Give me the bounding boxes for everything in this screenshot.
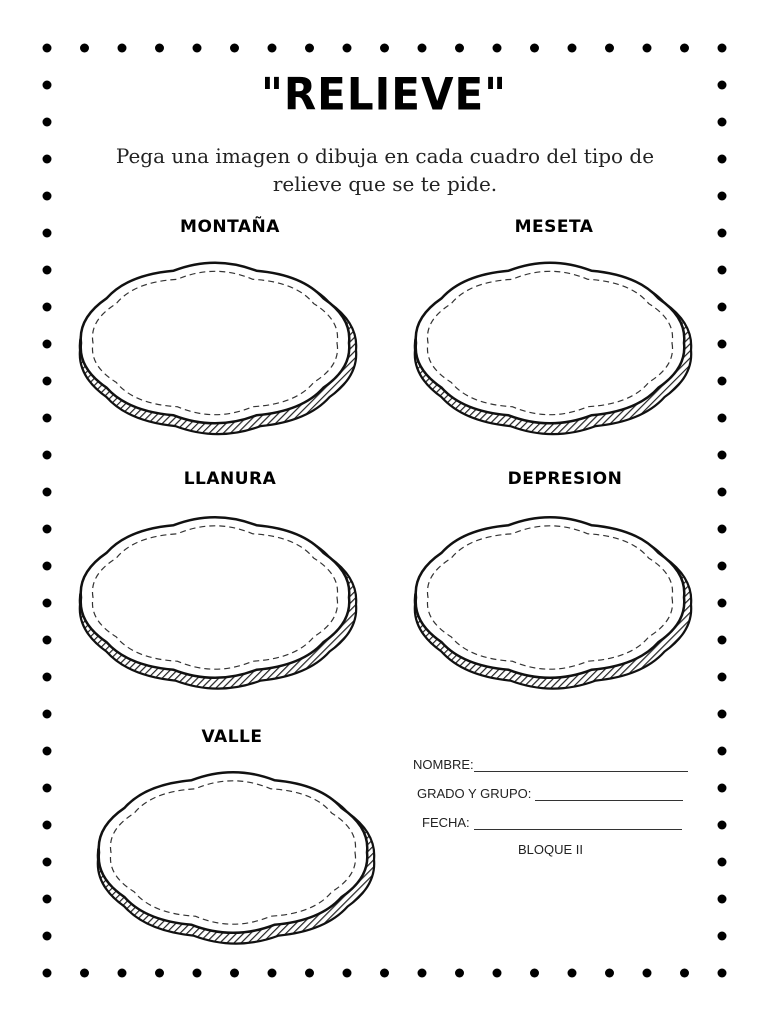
border-dot: [530, 969, 539, 978]
border-dot: [718, 784, 727, 793]
border-dot: [643, 969, 652, 978]
border-dot: [43, 155, 52, 164]
border-dot: [718, 44, 727, 53]
border-dot: [718, 932, 727, 941]
border-dot: [380, 44, 389, 53]
border-dot: [43, 895, 52, 904]
border-dot: [305, 44, 314, 53]
border-dot: [718, 858, 727, 867]
border-dot: [305, 969, 314, 978]
label-montana: MONTAÑA: [180, 217, 280, 237]
border-dot: [230, 44, 239, 53]
border-dot: [43, 932, 52, 941]
fecha-label: FECHA:: [422, 815, 470, 830]
border-dot: [718, 192, 727, 201]
border-dot: [43, 229, 52, 238]
border-dot: [43, 858, 52, 867]
border-dot: [343, 969, 352, 978]
border-dot: [118, 44, 127, 53]
border-dot: [718, 710, 727, 719]
border-dot: [268, 44, 277, 53]
label-llanura: LLANURA: [183, 469, 277, 489]
border-dot: [718, 821, 727, 830]
grado-line[interactable]: [535, 788, 683, 801]
cloud-box-montana[interactable]: [50, 238, 385, 453]
border-dot: [455, 969, 464, 978]
border-dot: [43, 821, 52, 830]
border-dot: [568, 44, 577, 53]
border-dot: [530, 44, 539, 53]
instructions-line-2: relieve que se te pide.: [272, 172, 498, 196]
border-dot: [418, 44, 427, 53]
border-dot: [193, 969, 202, 978]
instructions: [90, 142, 680, 198]
border-dot: [418, 969, 427, 978]
border-dot: [718, 747, 727, 756]
border-dot: [43, 969, 52, 978]
border-dot: [568, 969, 577, 978]
nombre-line[interactable]: [474, 759, 688, 772]
border-dot: [718, 155, 727, 164]
border-dot: [43, 44, 52, 53]
bloque-text: BLOQUE II: [518, 842, 584, 857]
border-dot: [80, 44, 89, 53]
border-dot: [230, 969, 239, 978]
border-dot: [718, 895, 727, 904]
border-dot: [43, 784, 52, 793]
border-dot: [268, 969, 277, 978]
cloud-box-llanura[interactable]: [50, 490, 385, 710]
fecha-line[interactable]: [474, 817, 682, 830]
cloud-box-valle[interactable]: [68, 744, 403, 966]
border-dot: [605, 44, 614, 53]
border-dot: [155, 969, 164, 978]
border-dot: [718, 969, 727, 978]
fecha-field[interactable]: [422, 815, 682, 830]
cloud-box-depresion[interactable]: [385, 490, 720, 710]
border-dot: [493, 969, 502, 978]
border-dot: [80, 969, 89, 978]
border-dot: [380, 969, 389, 978]
border-dot: [43, 192, 52, 201]
label-meseta: MESETA: [514, 217, 594, 237]
nombre-field[interactable]: [413, 757, 688, 772]
cloud-outline: [416, 263, 685, 424]
cloud-outline: [99, 772, 368, 933]
border-dot: [680, 969, 689, 978]
border-dot: [343, 44, 352, 53]
border-dot: [493, 44, 502, 53]
cloud-box-meseta[interactable]: [385, 238, 720, 453]
grado-field[interactable]: [417, 786, 683, 801]
cloud-outline: [81, 263, 350, 424]
border-dot: [605, 969, 614, 978]
label-depresion: DEPRESION: [507, 469, 623, 489]
border-dot: [193, 44, 202, 53]
page-title: "RELIEVE": [260, 68, 508, 121]
border-dot: [643, 44, 652, 53]
border-dot: [680, 44, 689, 53]
nombre-label: NOMBRE:: [413, 757, 474, 772]
border-dot: [718, 229, 727, 238]
label-valle: VALLE: [201, 727, 263, 747]
instructions-line-1: Pega una imagen o dibuja en cada cuadro del tipo de: [115, 144, 655, 168]
border-dot: [118, 969, 127, 978]
cloud-outline: [416, 517, 685, 678]
border-dot: [43, 710, 52, 719]
grado-label: GRADO Y GRUPO:: [417, 786, 532, 801]
border-dot: [155, 44, 164, 53]
border-dot: [43, 747, 52, 756]
cloud-outline: [81, 517, 350, 678]
border-dot: [455, 44, 464, 53]
